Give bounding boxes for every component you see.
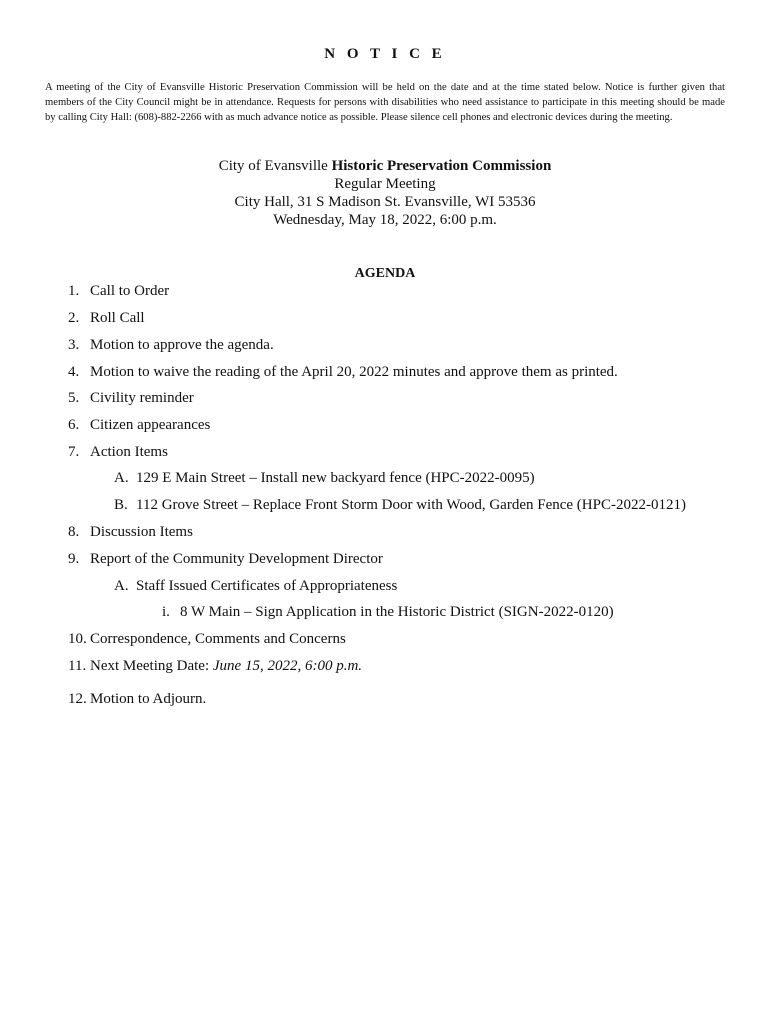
notice-paragraph: A meeting of the City of Evansville Historic Preservation Commission will be held on the date and at the time stated below. Notice is further given that members of the City Council might be in attendance. Requests for persons with disabilities who need assistance to participate in this meeting should be made by calling City Hall: (608)-882-2266 with as much advance notice as possible. Please silence cell phones and electronic devices during the meeting. (45, 82, 725, 123)
agenda-item-text: Citizen appearances (90, 417, 211, 433)
agenda-item-number: 3. (68, 337, 80, 353)
agenda-subitem (114, 470, 535, 487)
agenda-item-number: i. (162, 604, 170, 620)
agenda-item-text: Next Meeting Date: (90, 658, 213, 674)
agenda-subitem (114, 497, 686, 514)
agenda-item (68, 658, 362, 675)
next-meeting-date: June 15, 2022, 6:00 p.m. (212, 658, 363, 674)
agenda-item-number: 11. (68, 658, 87, 674)
agenda-item-number: 1. (68, 283, 80, 299)
organization-commission: Historic Preservation Commission (331, 158, 552, 174)
agenda-subitem (114, 578, 397, 595)
agenda-item-text: Roll Call (90, 310, 145, 326)
agenda-item-number: A. (114, 578, 129, 594)
agenda-item-number: 12. (68, 691, 87, 707)
agenda-item (68, 390, 194, 407)
agenda-item (68, 337, 274, 354)
agenda-item-text: Report of the Community Development Director (90, 551, 383, 567)
meeting-organization (0, 157, 770, 175)
agenda-item (68, 631, 346, 648)
agenda-subsubitem (162, 604, 614, 621)
agenda-item-text: Discussion Items (90, 524, 193, 540)
agenda-item (68, 417, 210, 434)
meeting-address: City Hall, 31 S Madison St. Evansville, WI 53536 (234, 194, 536, 210)
organization-city: City of Evansville (218, 158, 332, 174)
agenda-item-number: 5. (68, 390, 80, 406)
agenda-item-text: Motion to waive the reading of the April 20, 2022 minutes and approve them as printed. (90, 364, 618, 380)
agenda-title: AGENDA (354, 266, 416, 281)
meeting-type: Regular Meeting (334, 176, 436, 192)
agenda-item-text: Motion to Adjourn. (90, 691, 207, 707)
agenda-item (68, 524, 193, 541)
agenda-item-number: 7. (68, 444, 80, 460)
agenda-item-text: 129 E Main Street – Install new backyard fence (HPC-2022-0095) (136, 470, 535, 486)
agenda-item-number: 8. (68, 524, 80, 540)
agenda-item-text: 8 W Main – Sign Application in the Historic District (SIGN-2022-0120) (180, 604, 614, 620)
agenda-item-text: Staff Issued Certificates of Appropriateness (136, 578, 398, 594)
meeting-info (0, 157, 770, 229)
agenda-item-number: 10. (68, 631, 87, 647)
agenda-item-number: 6. (68, 417, 80, 433)
agenda-item-number: A. (114, 470, 129, 486)
agenda-item (68, 364, 618, 381)
agenda-item-text: Civility reminder (90, 390, 194, 406)
agenda-item (68, 444, 168, 461)
agenda-item-text: Action Items (90, 444, 168, 460)
notice-title: N O T I C E (324, 46, 446, 62)
agenda-item-number: B. (114, 497, 128, 513)
agenda-item (68, 551, 383, 568)
meeting-datetime: Wednesday, May 18, 2022, 6:00 p.m. (273, 212, 497, 228)
agenda-item-number: 2. (68, 310, 80, 326)
agenda-item (68, 691, 206, 708)
agenda-item (68, 283, 169, 300)
agenda-item-number: 4. (68, 364, 80, 380)
agenda-item-text: 112 Grove Street – Replace Front Storm Door with Wood, Garden Fence (HPC-2022-0121) (136, 497, 686, 513)
agenda-item-text: Correspondence, Comments and Concerns (90, 631, 346, 647)
agenda-item-number: 9. (68, 551, 80, 567)
agenda-item (68, 310, 145, 327)
agenda-item-text: Motion to approve the agenda. (90, 337, 274, 353)
agenda-item-text: Call to Order (90, 283, 170, 299)
